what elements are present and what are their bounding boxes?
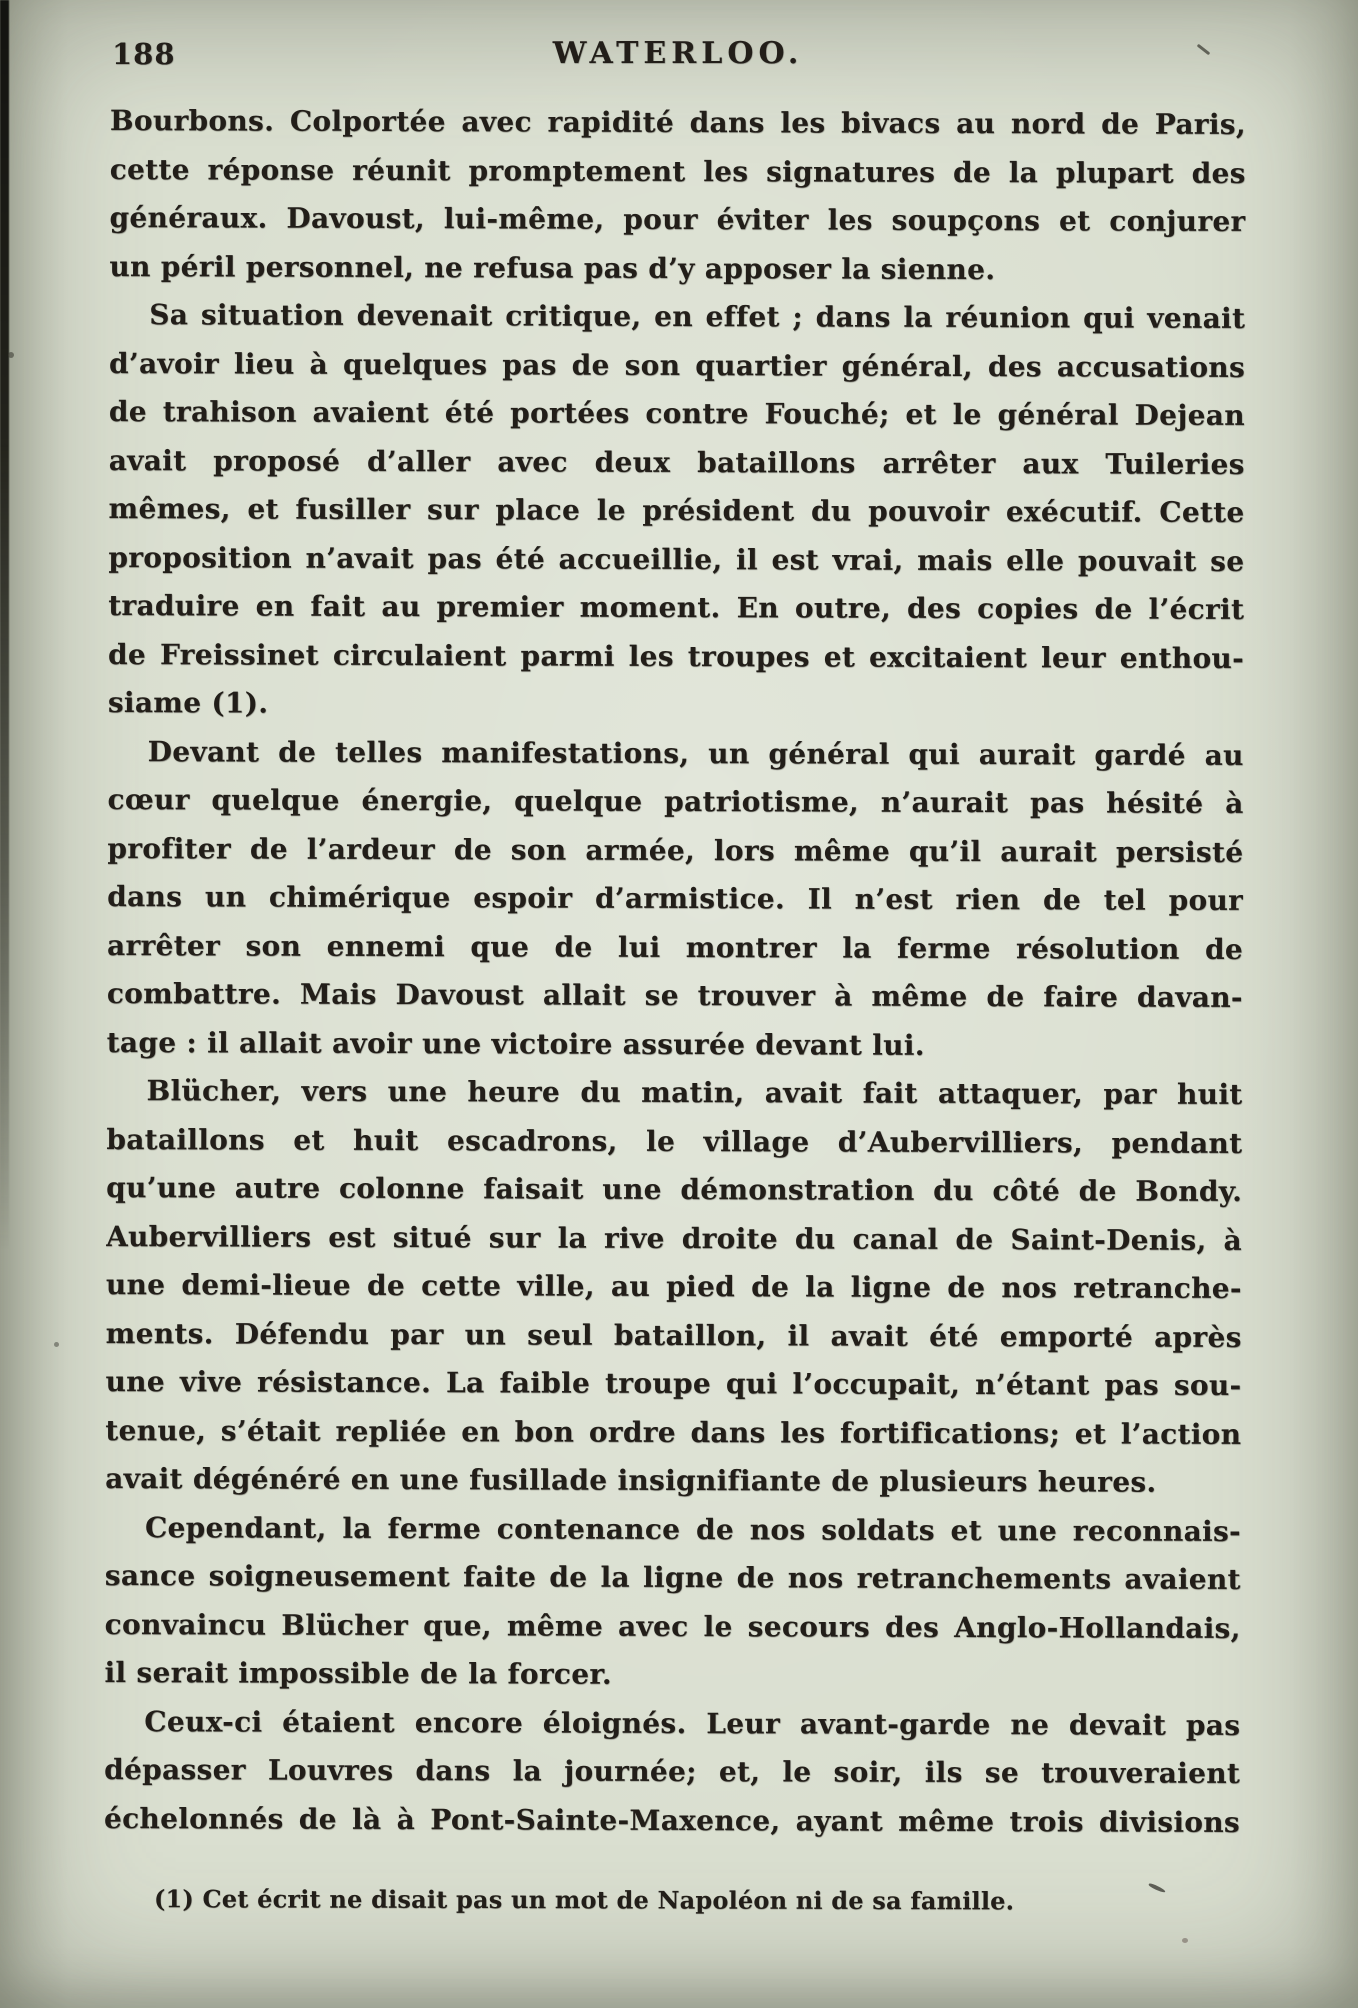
text-line: combattre. Mais Davoust allait se trouver à même de faire davan- (106, 976, 1243, 1014)
text-line: traduire en fait au premier moment. En outre, des copies de l’écrit (108, 588, 1245, 626)
text-line: échelonnés de là à Pont-Sainte-Maxence, ayant même trois divisions (103, 1801, 1241, 1839)
text-line: Cependant, la ferme contenance de nos soldats et une reconnais- (144, 1510, 1242, 1548)
text-line: généraux. Davoust, lui-même, pour éviter les soupçons et conjurer (109, 200, 1246, 238)
text-line: ments. Défendu par un seul bataillon, il avait été emporté après (105, 1316, 1242, 1354)
text-line: Ceux-ci étaient encore éloignés. Leur avant-garde ne devait pas (144, 1704, 1241, 1742)
text-line: avait dégénéré en une fusillade insignifiante de plusieurs heures. (105, 1461, 1157, 1499)
scan-speck (54, 1342, 59, 1347)
text-line: convaincu Blücher que, même avec le secours des Anglo-Hollandais, (104, 1607, 1241, 1645)
text-line: un péril personnel, ne refusa pas d’y apposer la sienne. (109, 249, 996, 286)
text-line: dépasser Louvres dans la journée; et, le soir, ils se trouveraient (104, 1752, 1241, 1790)
text-line: tenue, s’était repliée en bon ordre dans les fortifications; et l’action (105, 1413, 1242, 1451)
body-text (104, 97, 1246, 1847)
text-line: de Freissinet circulaient parmi les troupes et excitaient leur enthou- (107, 637, 1245, 675)
paragraph (104, 1697, 1241, 1846)
paragraph (109, 97, 1246, 295)
text-line: cœur quelque énergie, quelque patriotisme, n’aurait pas hésité à (107, 782, 1244, 820)
text-line: il serait impossible de la forcer. (104, 1655, 612, 1691)
text-line: Sa situation devenait critique, en effet ; dans la réunion qui venait (149, 298, 1246, 335)
text-line: dans un chimérique espoir d’armistice. Il n’est rien de tel pour (107, 879, 1244, 917)
text-line: bataillons et huit escadrons, le village d’Aubervilliers, pendant (106, 1122, 1243, 1160)
paragraph (107, 727, 1244, 1070)
text-line: arrêter son ennemi que de lui montrer la ferme résolution de (106, 928, 1244, 966)
text-line: siame (1). (107, 685, 269, 720)
text-line: Aubervilliers est situé sur la rive droite du canal de Saint-Denis, à (105, 1219, 1243, 1257)
text-line: sance soigneusement faite de la ligne de nos retranchements avaient (104, 1558, 1241, 1596)
text-line: tage : il allait avoir une victoire assurée devant lui. (106, 1025, 925, 1062)
scan-speck (1182, 1938, 1188, 1943)
scan-speck (8, 352, 14, 358)
paragraph (104, 1503, 1241, 1701)
paragraph (105, 1067, 1243, 1507)
text-line: proposition n’avait pas été accueillie, il est vrai, mais elle pouvait se (108, 540, 1245, 578)
paragraph (108, 291, 1246, 731)
text-line: cette réponse réunit promptement les signatures de la plupart des (109, 152, 1246, 190)
text-line: Devant de telles manifestations, un général qui aurait gardé au (147, 734, 1244, 772)
text-line: une vive résistance. La faible troupe qui l’occupait, n’étant pas sou- (105, 1364, 1242, 1402)
running-title: WATERLOO. (552, 36, 804, 71)
text-line: d’avoir lieu à quelques pas de son quartier général, des accusations (109, 346, 1246, 384)
text-line: Bourbons. Colportée avec rapidité dans les bivacs au nord de Paris, (109, 103, 1246, 141)
text-line: de trahison avaient été portées contre Fouché; et le général Dejean (108, 394, 1245, 432)
text-line: qu’une autre colonne faisait une démonstration du côté de Bondy. (106, 1170, 1243, 1208)
text-line: mêmes, et fusiller sur place le président du pouvoir exécutif. Cette (108, 491, 1245, 529)
footnote: (1) Cet écrit ne disait pas un mot de Napoléon ni de sa famille. (153, 1884, 1015, 1916)
text-line: Blücher, vers une heure du matin, avait fait attaquer, par huit (146, 1074, 1243, 1111)
text-line: une demi-lieue de cette ville, au pied de la ligne de nos retranche- (105, 1267, 1242, 1305)
scan-left-edge (0, 0, 9, 1250)
text-line: avait proposé d’aller avec deux bataillons arrêter aux Tuileries (108, 443, 1245, 481)
page-number: 188 (112, 37, 176, 71)
text-line: profiter de l’ardeur de son armée, lors même qu’il aurait persisté (107, 831, 1244, 869)
